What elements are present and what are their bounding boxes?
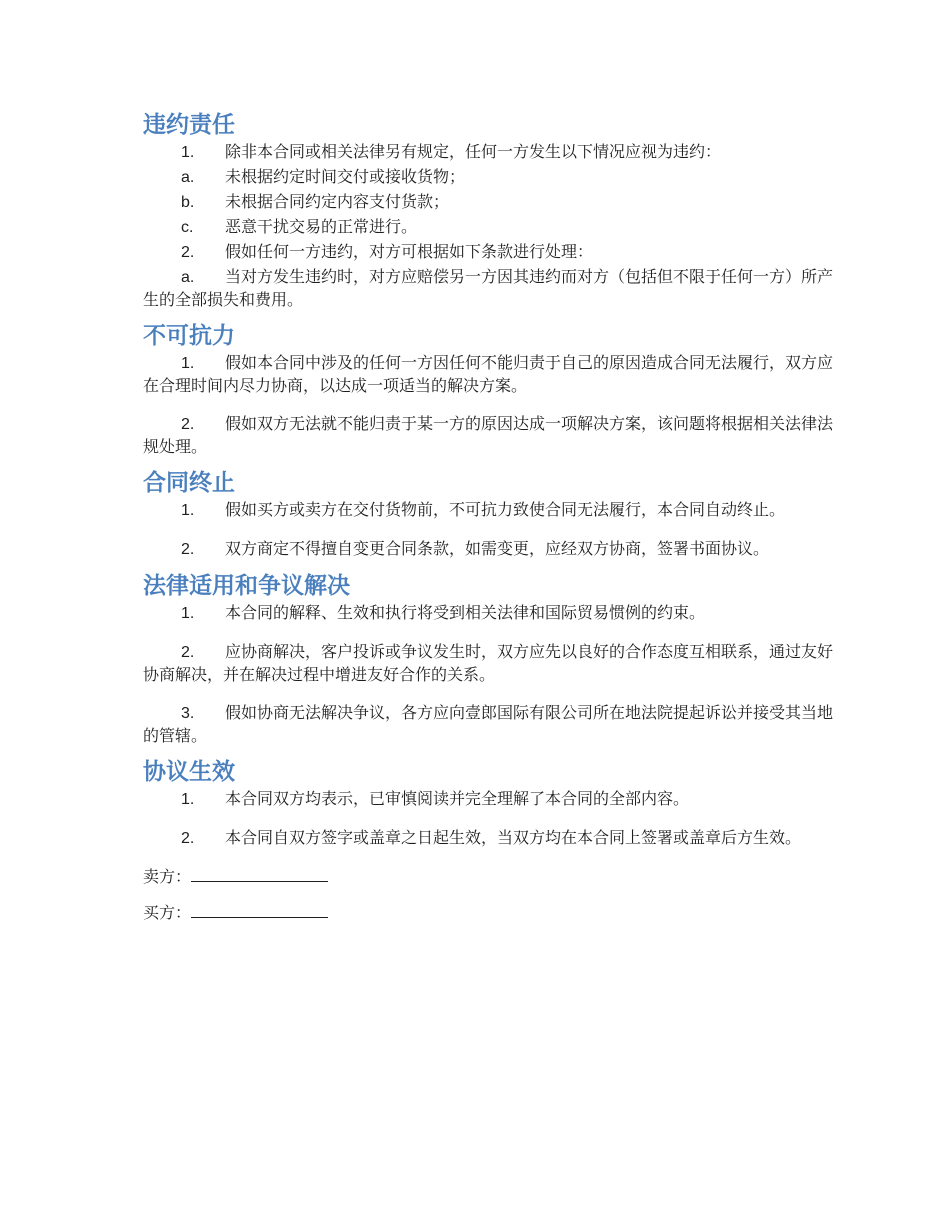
list-item — [143, 216, 840, 239]
list-item — [143, 241, 840, 264]
item-text: 假如本合同中涉及的任何一方因任何不能归责于自己的原因造成合同无法履行，双方应在合理时间内尽力协商，以达成一项适当的解决方案。 — [143, 353, 834, 395]
list-item — [143, 141, 840, 164]
item-number: a. — [181, 269, 195, 286]
seller-label: 卖方： — [143, 867, 192, 886]
item-text: 未根据合同约定内容支付货款； — [225, 192, 450, 211]
item-text: 当对方发生违约时，对方应赔偿另一方因其违约而对方（包括但不限于任何一方）所产生的全部损失和费用。 — [143, 267, 834, 309]
item-text: 假如协商无法解决争议，各方应向壹郎国际有限公司所在地法院提起诉讼并接受其当地的管辖。 — [143, 703, 834, 745]
list-item — [143, 702, 840, 747]
seller-signature-blank — [191, 867, 328, 882]
buyer-signature-line — [143, 902, 840, 924]
list-item — [143, 499, 840, 522]
item-text: 本合同自双方签字或盖章之日起生效，当双方均在本合同上签署或盖章后方生效。 — [225, 828, 802, 847]
item-number: c. — [181, 219, 194, 236]
item-text: 应协商解决，客户投诉或争议发生时，双方应先以良好的合作态度互相联系，通过友好协商解决，并在解决过程中增进友好合作的关系。 — [143, 642, 834, 684]
item-number: b. — [181, 194, 195, 211]
list-item — [143, 413, 840, 458]
list-item — [143, 266, 840, 311]
item-number: 1. — [181, 791, 195, 808]
item-text: 除非本合同或相关法律另有规定，任何一方发生以下情况应视为违约： — [225, 142, 722, 161]
item-number: 2. — [181, 416, 195, 433]
buyer-label: 买方： — [143, 903, 192, 922]
list-item — [143, 788, 840, 811]
list-item — [143, 166, 840, 189]
item-number: 1. — [181, 355, 195, 372]
item-number: 1. — [181, 502, 195, 519]
seller-signature-line — [143, 866, 840, 888]
list-item — [143, 191, 840, 214]
item-text: 本合同的解释、生效和执行将受到相关法律和国际贸易惯例的约束。 — [225, 603, 706, 622]
section-title-governing-law: 法律适用和争议解决 — [143, 573, 350, 599]
section-title-force-majeure: 不可抗力 — [143, 323, 235, 349]
item-text: 未根据约定时间交付或接收货物； — [225, 167, 466, 186]
item-number: 2. — [181, 644, 195, 661]
buyer-signature-blank — [191, 903, 328, 918]
list-item — [143, 538, 840, 561]
item-number: 2. — [181, 830, 195, 847]
list-item — [143, 602, 840, 625]
item-text: 恶意干扰交易的正常进行。 — [225, 217, 418, 236]
section-title-effectiveness: 协议生效 — [143, 759, 235, 785]
item-text: 假如双方无法就不能归责于某一方的原因达成一项解决方案，该问题将根据相关法律法规处理。 — [143, 414, 834, 456]
item-number: 1. — [181, 605, 195, 622]
item-text: 双方商定不得擅自变更合同条款，如需变更，应经双方协商，签署书面协议。 — [225, 539, 770, 558]
section-title-termination: 合同终止 — [143, 470, 235, 496]
list-item — [143, 641, 840, 686]
item-number: 2. — [181, 541, 195, 558]
item-number: a. — [181, 169, 195, 186]
list-item — [143, 827, 840, 850]
list-item — [143, 352, 840, 397]
item-text: 本合同双方均表示，已审慎阅读并完全理解了本合同的全部内容。 — [225, 789, 690, 808]
item-text: 假如买方或卖方在交付货物前，不可抗力致使合同无法履行，本合同自动终止。 — [225, 500, 786, 519]
item-number: 3. — [181, 705, 195, 722]
section-title-breach: 违约责任 — [143, 112, 235, 138]
item-number: 2. — [181, 244, 195, 261]
item-text: 假如任何一方违约，对方可根据如下条款进行处理： — [225, 242, 594, 261]
item-number: 1. — [181, 144, 195, 161]
